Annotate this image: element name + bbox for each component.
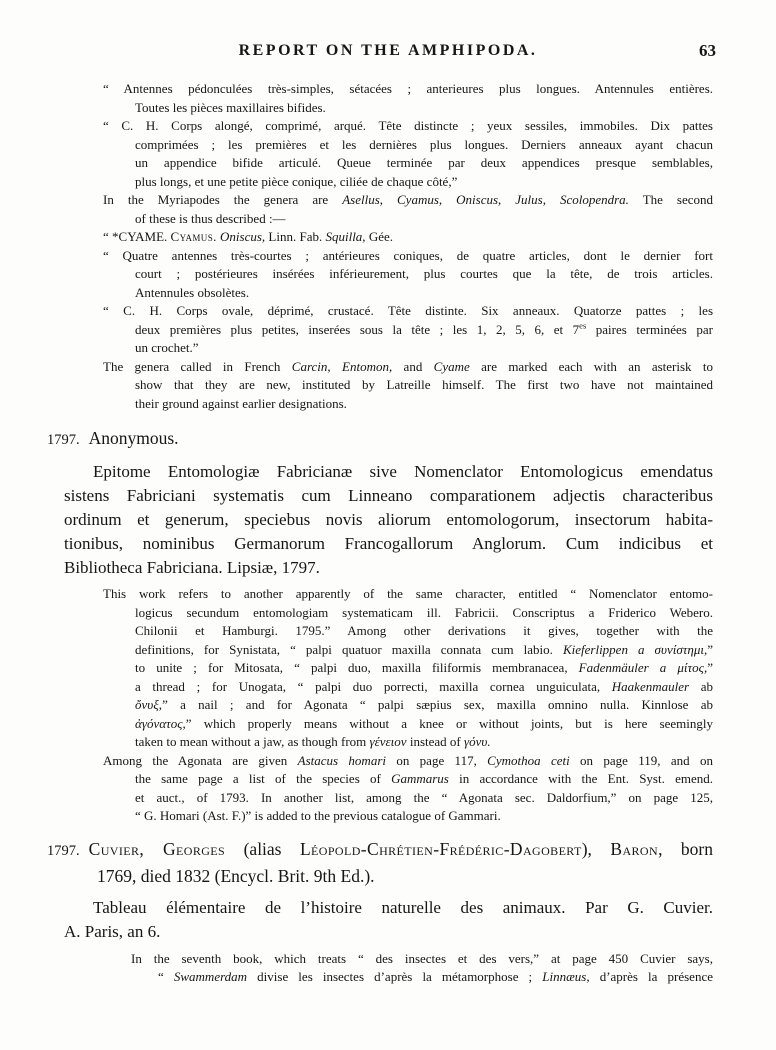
epitome-title-line: sistens Fabriciani systematis cum Linneano comparationem adjectis characteribus — [64, 486, 713, 505]
epitome-title — [64, 460, 713, 580]
epitome-note-1-line: taken to mean without a jaw, as though from γένειον instead of γόνυ. — [135, 734, 491, 749]
anonymous-heading — [47, 426, 713, 453]
corps-ovale-quote-line: deux premières plus petites, inserées sous la tête ; les 1, 2, 5, 6, et $7^{es}$ paires terminées par — [135, 320, 713, 337]
cuvier-note — [131, 950, 713, 987]
epitome-note-1-line: ἀγόνατος,” which properly means without a knee or without joints, but is here seemingly — [135, 715, 713, 731]
latreille-quote-antennes — [103, 80, 713, 117]
cyame-entry — [103, 228, 713, 247]
genera-asterisk-note — [103, 358, 713, 414]
epitome-note-1-line: This work refers to another apparently of the same character, entitled “ Nomenclator entomo- — [103, 586, 713, 601]
epitome-note-1-line: a thread ; for Unogata, “ palpi duo porrecti, maxilla cornea unguiculata, Haakenmauler ab — [135, 678, 713, 694]
epitome-note-2-line: the same page a list of the species of Gammarus in accordance with the Ent. Syst. emend. — [135, 771, 713, 786]
myriapodes-note — [103, 191, 714, 228]
latreille-quote-corps — [103, 117, 713, 191]
epitome-title-line: Epitome Entomologiæ Fabricianæ sive Nomenclator Entomologicus emendatus — [93, 462, 713, 481]
cuvier-heading-line: 1797. Cuvier, Georges (alias Léopold-Chrétien-Frédéric-Dagobert), Baron, born — [47, 838, 713, 859]
epitome-note-2-line: “ G. Homari (Ast. F.)” is added to the previous catalogue of Gammari. — [135, 808, 501, 823]
epitome-note-2-line: Among the Agonata are given Astacus homari on page 117, Cymothoa ceti on page 119, and on — [103, 752, 713, 768]
latreille-quote-antennes-line: “ Antennes pédonculées très-simples, sétacées ; anterieures plus longues. Antennules entières. — [103, 81, 713, 96]
genera-asterisk-note-line: The genera called in French Carcin, Entomon, and Cyame are marked each with an asterisk to — [103, 358, 713, 374]
epitome-title-line: ordinum et generum, speciebus novis aliorum entomologorum, insectorum habita- — [64, 510, 713, 529]
tableau-title-line: A. Paris, an 6. — [64, 921, 161, 941]
corps-ovale-quote-line: un crochet.” — [135, 340, 199, 355]
tableau-title — [64, 896, 713, 944]
page-number: 63 — [699, 41, 716, 60]
myriapodes-note-line: of these is thus described :— — [135, 210, 286, 226]
quatre-antennes-quote-line: Antennules obsolètes. — [135, 284, 250, 300]
quatre-antennes-quote-line: court ; postérieures insérées inférieurement, plus courtes que la tête, de trois articles. — [135, 266, 713, 281]
cuvier-note-line: In the seventh book, which treats “ des insectes et des vers,” at page 450 Cuvier says, — [131, 950, 713, 966]
quatre-antennes-quote — [103, 247, 713, 303]
cuvier-heading-line: 1769, died 1832 (Encycl. Brit. 9th Ed.). — [97, 865, 375, 886]
latreille-quote-corps-line: comprimées ; les premières et les dernières plus longues. Derniers anneaux ayant chacun — [135, 136, 713, 152]
epitome-note-1 — [103, 585, 714, 752]
page-title: REPORT ON THE AMPHIPODA. — [238, 42, 538, 59]
running-head — [0, 42, 776, 60]
epitome-note-1-line: to unite ; for Mitosata, “ palpi duo, maxilla filiformis membranacea, Fadenmäuler a μίτος,” — [135, 660, 713, 675]
anonymous-heading-line: 1797. Anonymous. — [47, 428, 179, 448]
latreille-quote-corps-line: plus longs, et une petite pièce conique, ciliée de chaque côté,” — [135, 173, 458, 189]
cuvier-heading — [47, 837, 713, 889]
epitome-note-2-line: et auct., of 1793. In another list, among the “ Agonata sec. Daldorfium,” on page 125, — [135, 789, 713, 805]
latreille-quote-corps-line: un appendice bifide articulé. Queue terminée par deux appendices presque semblables, — [135, 155, 713, 170]
cuvier-note-line: “ Swammerdam divise les insectes d’après la métamorphose ; Linnæus, d’après la présence — [158, 969, 713, 984]
epitome-title-line: tionibus, nominibus Germanorum Francogallorum Anglorum. Cum indicibus et — [64, 534, 713, 553]
epitome-title-line: Bibliotheca Fabriciana. Lipsiæ, 1797. — [64, 558, 320, 577]
genera-asterisk-note-line: their ground against earlier designations. — [135, 395, 347, 411]
epitome-note-1-line: ὄνυξ,” a nail ; and for Agonata “ palpi sæpius sex, maxilla omnino nulla. Kinnlose ab — [135, 697, 713, 712]
epitome-note-1-line: Chilonii et Hamburgi. 1795.” Among other derivations it gives, together with the — [135, 623, 713, 638]
latreille-quote-corps-line: “ C. H. Corps alongé, comprimé, arqué. Tête distincte ; yeux sessiles, immobiles. Dix pattes — [103, 118, 713, 133]
epitome-note-2 — [103, 752, 713, 826]
corps-ovale-quote — [103, 302, 713, 358]
epitome-note-1-line: logicus secundum entomologiam systematicam ill. Fabricii. Conscriptus a Friderico Webero. — [135, 604, 713, 620]
corps-ovale-quote-line: “ C. H. Corps ovale, déprimé, crustacé. Tête distinte. Six anneaux. Quatorze pattes ; les — [103, 303, 713, 318]
myriapodes-note-line: In the Myriapodes the genera are Asellus, Cyamus, Oniscus, Julus, Scolopendra. The second — [103, 192, 714, 207]
quatre-antennes-quote-line: “ Quatre antennes très-courtes ; antérieures coniques, de quatre articles, dont le dernier fort — [103, 247, 713, 263]
latreille-quote-antennes-line: Toutes les pièces maxillaires bifides. — [135, 99, 326, 115]
cyame-entry-line: “ *CYAME. Cyamus. Oniscus, Linn. Fab. Squilla, Gée. — [103, 229, 393, 244]
page-content — [0, 80, 776, 987]
epitome-note-1-line: definitions, for Synistata, “ palpi quatuor maxilla connata cum labio. Kieferlippen a συνίστημι,” — [135, 641, 714, 657]
genera-asterisk-note-line: show that they are new, instituted by Latreille himself. The first two have not maintained — [135, 377, 713, 392]
tableau-title-line: Tableau élémentaire de l’histoire naturelle des animaux. Par G. Cuvier. — [93, 897, 713, 917]
